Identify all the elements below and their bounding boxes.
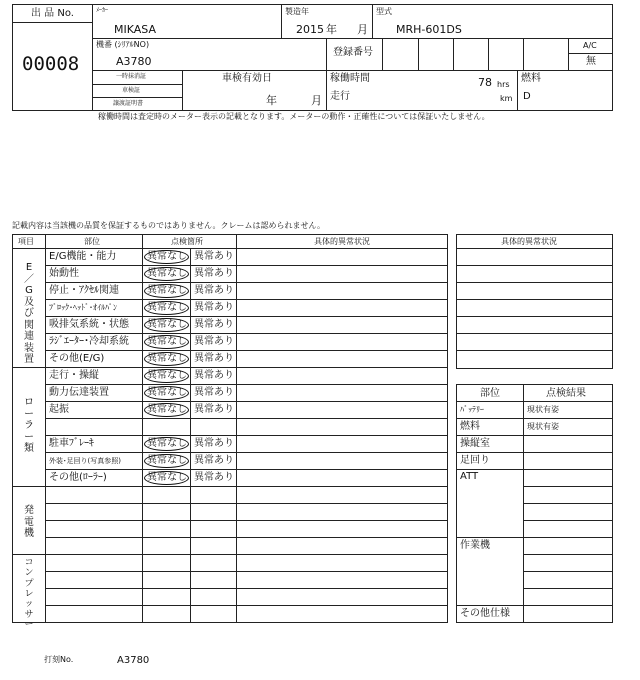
row-divider	[523, 588, 613, 589]
operating-hours-label: 稼働時間	[330, 73, 370, 84]
row-divider	[456, 333, 613, 334]
right-detail-header: 具体的異常状況	[501, 237, 557, 246]
divider	[568, 53, 613, 54]
part-label: その他(ﾛｰﾗｰ)	[49, 472, 107, 483]
divider	[236, 234, 237, 623]
ng-option[interactable]: 異常あり	[194, 319, 234, 330]
row-divider	[45, 401, 448, 402]
row-divider	[456, 299, 613, 300]
stamp-label: 打刻No.	[44, 655, 74, 664]
row-divider	[45, 469, 448, 470]
divider	[92, 84, 182, 85]
row-divider	[456, 605, 613, 606]
divider	[418, 38, 419, 70]
operating-hours-value: 78	[478, 76, 492, 89]
divider	[142, 234, 143, 623]
row-divider	[45, 605, 448, 606]
col-part-header: 部位	[84, 237, 100, 246]
results-col-part-header: 部位	[480, 388, 500, 399]
part-label: 駐車ﾌﾞﾚｰｷ	[49, 438, 94, 449]
ok-option[interactable]: 異常なし	[147, 438, 187, 449]
ok-option[interactable]: 異常なし	[147, 285, 187, 296]
row-divider	[45, 452, 448, 453]
row-divider	[45, 588, 448, 589]
col-check-header: 点検箇所	[171, 237, 203, 246]
results-value-battery: 現状有姿	[527, 405, 559, 414]
item-no-label: 出 品 No.	[31, 8, 74, 19]
divider	[92, 38, 613, 39]
part-label: 走行・操縦	[49, 370, 99, 381]
group-roller-label: ロ ー ラ ー 類	[24, 397, 34, 454]
ng-option[interactable]: 異常あり	[194, 438, 234, 449]
divider	[453, 38, 454, 70]
divider	[568, 38, 569, 70]
inspection-year-unit: 年	[266, 94, 277, 107]
row-divider	[456, 435, 613, 436]
row-divider	[45, 537, 448, 538]
part-label: ﾌﾞﾛｯｸ･ﾍｯﾄﾞ･ｵｲﾙﾊﾟﾝ	[49, 303, 117, 312]
row-divider	[45, 282, 448, 283]
hours-unit: hrs	[497, 80, 510, 89]
row-divider	[456, 469, 613, 470]
km-unit: km	[500, 94, 513, 103]
row-divider	[456, 316, 613, 317]
model-value: MRH-601DS	[396, 23, 462, 36]
group-engine-label: E ／ G 及 び 関 連 装 置	[24, 262, 34, 365]
ng-option[interactable]: 異常あり	[194, 472, 234, 483]
divider	[281, 4, 282, 38]
divider	[372, 4, 373, 38]
ng-option[interactable]: 異常あり	[194, 251, 234, 262]
fuel-label: 燃料	[521, 73, 541, 84]
ok-option[interactable]: 異常なし	[147, 404, 187, 415]
divider	[326, 70, 327, 111]
ok-option[interactable]: 異常なし	[147, 336, 187, 347]
serial-label: 機番 (ｼﾘｱﾙNO)	[96, 40, 150, 49]
stamp-value: A3780	[117, 655, 150, 666]
group-compressor-label: コ ン プ レ ッ サ ー	[24, 558, 34, 631]
row-divider	[523, 486, 613, 487]
divider	[488, 38, 489, 70]
row-divider	[45, 316, 448, 317]
part-label: 起振	[49, 404, 69, 415]
group-generator-label: 発 電 機	[24, 505, 34, 539]
row-divider	[45, 265, 448, 266]
divider	[456, 401, 613, 402]
results-part-cabin: 操縦室	[460, 438, 490, 449]
part-label: 始動性	[49, 268, 79, 279]
ok-option[interactable]: 異常なし	[147, 302, 187, 313]
serial-value: A3780	[116, 55, 152, 68]
divider	[326, 38, 327, 70]
part-label: 吸排気系統・状態	[49, 319, 129, 330]
ng-option[interactable]: 異常あり	[194, 404, 234, 415]
divider	[12, 248, 448, 249]
row-divider	[456, 282, 613, 283]
fuel-value: D	[523, 91, 531, 102]
row-divider	[45, 418, 448, 419]
part-label: 停止・ｱｸｾﾙ関連	[49, 285, 119, 296]
row-divider	[45, 299, 448, 300]
ac-label: A/C	[583, 41, 597, 50]
row-divider	[45, 350, 448, 351]
divider	[92, 4, 93, 111]
ng-option[interactable]: 異常あり	[194, 302, 234, 313]
part-label: 動力伝達装置	[49, 387, 109, 398]
row-divider	[456, 265, 613, 266]
ng-option[interactable]: 異常あり	[194, 268, 234, 279]
meter-note: 稼働時間は査定時のメーター表示の記載となります。メーターの動作・正確性については保証いたしません。	[98, 112, 490, 121]
results-col-result-header: 点検結果	[546, 388, 586, 399]
row-divider	[456, 418, 613, 419]
mfg-year-value: 2015	[296, 23, 324, 36]
inspection-valid-label: 車検有効日	[222, 73, 272, 84]
ok-option[interactable]: 異常なし	[147, 268, 187, 279]
row-divider	[45, 520, 448, 521]
group-divider	[12, 554, 448, 555]
row-divider	[456, 537, 613, 538]
maker-label: ﾒｰｶｰ	[96, 7, 109, 14]
row-divider	[523, 571, 613, 572]
row-divider	[45, 503, 448, 504]
results-part-fuel: 燃料	[460, 421, 480, 432]
row-divider	[45, 333, 448, 334]
col-detail-header: 具体的異常状況	[314, 237, 370, 246]
row-divider	[523, 554, 613, 555]
ng-option[interactable]: 異常あり	[194, 370, 234, 381]
ng-option[interactable]: 異常あり	[194, 387, 234, 398]
results-part-battery: ﾊﾞｯﾃﾘｰ	[460, 405, 484, 414]
ok-option[interactable]: 異常なし	[147, 370, 187, 381]
divider	[12, 22, 92, 23]
row-divider	[456, 452, 613, 453]
row-divider	[45, 435, 448, 436]
results-part-att: ATT	[460, 471, 479, 482]
inspection-month-unit: 月	[311, 94, 322, 107]
ok-option[interactable]: 異常なし	[147, 319, 187, 330]
group-divider	[12, 486, 448, 487]
mfg-cert-label: 譲渡証明書	[113, 100, 144, 107]
row-divider	[523, 503, 613, 504]
group-divider	[12, 367, 448, 368]
inspection-cert-label: 車検証	[122, 87, 141, 94]
results-part-undercarriage: 足回り	[460, 455, 490, 466]
part-label: E/G機能・能力	[49, 251, 117, 262]
quality-note: 記載内容は当該機の品質を保証するものではありません。クレームは認められません。	[12, 221, 325, 230]
divider	[456, 248, 613, 249]
col-item-header: 項目	[18, 237, 34, 246]
model-label: 型式	[376, 7, 392, 16]
temp-cert-label: 一時抹消証	[116, 73, 147, 80]
ac-value: 無	[586, 56, 596, 67]
ok-option[interactable]: 異常なし	[147, 251, 187, 262]
item-no-value: 00008	[22, 53, 80, 75]
ok-option[interactable]: 異常なし	[147, 387, 187, 398]
part-label: その他(E/G)	[49, 353, 105, 364]
results-part-other-spec: その他仕様	[460, 608, 510, 619]
mileage-label: 走行	[330, 91, 350, 102]
ng-option[interactable]: 異常あり	[194, 336, 234, 347]
ng-option[interactable]: 異常あり	[194, 285, 234, 296]
ok-option[interactable]: 異常なし	[147, 353, 187, 364]
month-unit: 月	[357, 23, 368, 36]
reg-no-label: 登録番号	[333, 47, 373, 58]
divider	[92, 70, 613, 71]
ng-option[interactable]: 異常あり	[194, 455, 234, 466]
table-border	[456, 234, 613, 369]
part-label: 外装･足回り(写真参照)	[49, 457, 121, 465]
ng-option[interactable]: 異常あり	[194, 353, 234, 364]
results-value-fuel: 現状有姿	[527, 422, 559, 431]
mfg-year-label: 製造年	[285, 7, 309, 16]
ok-option[interactable]: 異常なし	[147, 455, 187, 466]
divider	[45, 234, 46, 623]
year-unit: 年	[326, 23, 337, 36]
row-divider	[456, 350, 613, 351]
maker-value: MIKASA	[114, 23, 156, 36]
results-part-work-equipment: 作業機	[460, 540, 490, 551]
divider	[517, 70, 518, 111]
divider	[382, 38, 383, 70]
divider	[92, 97, 182, 98]
ok-option[interactable]: 異常なし	[147, 472, 187, 483]
row-divider	[523, 520, 613, 521]
row-divider	[45, 384, 448, 385]
row-divider	[45, 571, 448, 572]
divider	[182, 70, 183, 111]
part-label: ﾗｼﾞｴｰﾀｰ･冷却系統	[49, 336, 129, 347]
divider	[523, 38, 524, 70]
